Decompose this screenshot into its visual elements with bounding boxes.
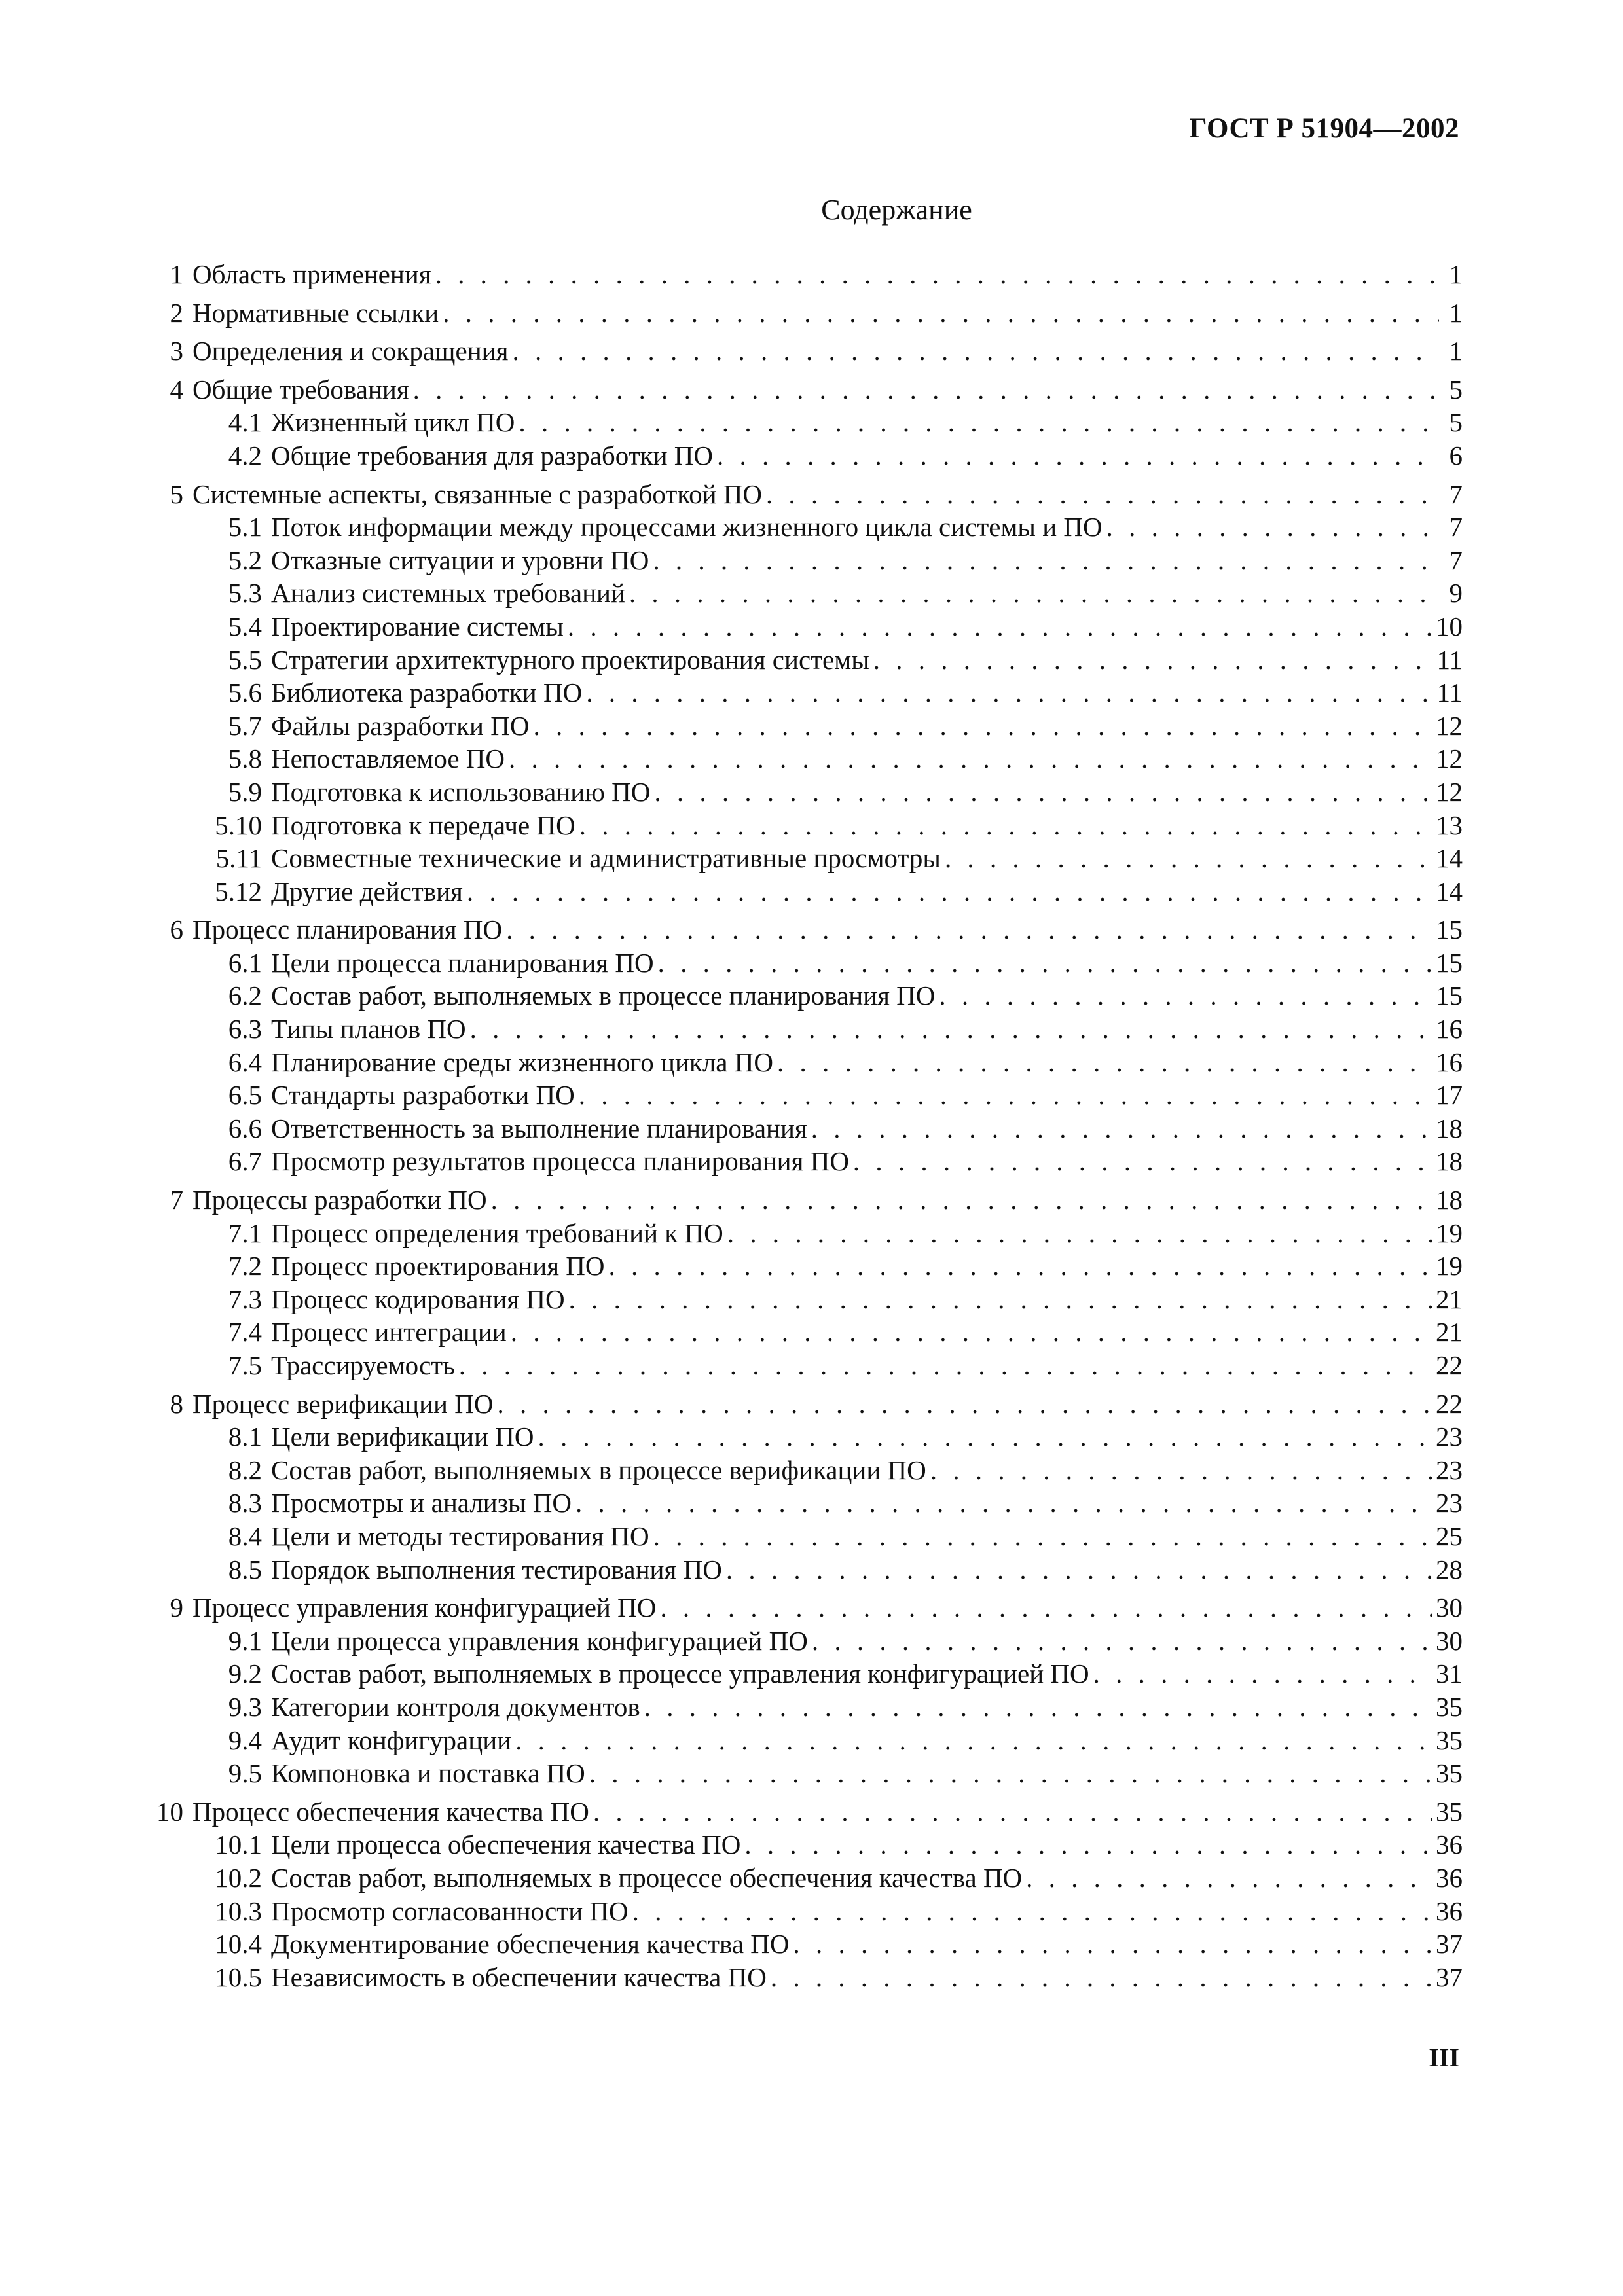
page-number: III [1429, 2043, 1459, 2072]
toc-subsection-row[interactable] [144, 876, 1463, 909]
toc-entry-page: 17 [1436, 1080, 1463, 1111]
toc-subsection-row[interactable] [144, 1047, 1463, 1080]
toc-entry-page: 31 [1436, 1659, 1463, 1689]
toc-subsection-row[interactable] [144, 611, 1463, 644]
toc-entry-number: 10.1 [215, 1829, 262, 1860]
toc-entry-page: 23 [1436, 1488, 1463, 1518]
toc-entry-title: Цели процесса управления конфигурацией ПО [271, 1625, 808, 1656]
toc-entry-title: Процессы разработки ПО [192, 1185, 487, 1215]
toc-entry-page: 23 [1436, 1422, 1463, 1452]
toc-entry-title: Аудит конфигурации [271, 1725, 512, 1755]
toc-entry-title: Процесс определения требований к ПО [271, 1217, 723, 1248]
toc-dot-leader [853, 1145, 1432, 1177]
toc-subsection-row[interactable] [144, 545, 1463, 578]
toc-subsection-row[interactable] [144, 1895, 1463, 1929]
toc-entry-title: Состав работ, выполняемых в процессе планирования ПО [271, 980, 936, 1011]
toc-entry-number: 8.2 [228, 1454, 262, 1485]
toc-entry-page: 35 [1436, 1725, 1463, 1755]
toc-dot-leader [533, 710, 1432, 742]
toc-entry-number: 10.4 [215, 1929, 262, 1960]
toc-entry-number: 6.1 [228, 947, 262, 978]
toc-subsection-row[interactable] [144, 947, 1463, 980]
toc-entry-number: 4.2 [228, 440, 262, 471]
toc-subsection-row[interactable] [144, 1454, 1463, 1488]
toc-entry-page: 23 [1436, 1454, 1463, 1485]
toc-dot-leader [593, 1796, 1432, 1827]
toc-entry-page: 25 [1436, 1520, 1463, 1551]
toc-subsection-row[interactable] [144, 810, 1463, 843]
toc-entry-title: Общие требования [192, 374, 409, 404]
toc-entry-number: 10.3 [215, 1895, 262, 1926]
toc-dot-leader [1026, 1862, 1432, 1893]
toc-entry-number: 6.5 [228, 1080, 262, 1111]
toc-dot-leader [726, 1554, 1432, 1585]
toc-entry-number: 10 [156, 1796, 183, 1827]
toc-subsection-row[interactable] [144, 1962, 1463, 1995]
toc-entry-number: 8.4 [228, 1520, 262, 1551]
toc-entry-title: Отказные ситуации и уровни ПО [271, 545, 649, 575]
toc-entry-title: Стратегии архитектурного проектирования системы [271, 644, 869, 675]
toc-entry-number: 10.5 [215, 1962, 262, 1992]
toc-subsection-row[interactable] [144, 1928, 1463, 1962]
toc-entry-page: 18 [1436, 1113, 1463, 1143]
toc-dot-leader [511, 1316, 1432, 1348]
toc-entry-title: Ответственность за выполнение планирования [271, 1113, 807, 1143]
toc-entry-number: 3 [170, 336, 183, 367]
toc-entry-page: 36 [1436, 1895, 1463, 1926]
toc-dot-leader [717, 440, 1439, 471]
toc-entry-title: Просмотры и анализы ПО [271, 1488, 572, 1518]
toc-entry-title: Категории контроля документов [271, 1691, 640, 1722]
toc-dot-leader [506, 914, 1432, 945]
toc-subsection-row[interactable] [144, 1520, 1463, 1554]
toc-entry-title: Состав работ, выполняемых в процессе обеспечения качества ПО [271, 1862, 1023, 1893]
toc-entry-number: 5.11 [215, 843, 262, 874]
toc-entry-page: 21 [1436, 1317, 1463, 1348]
toc-entry-page: 37 [1436, 1929, 1463, 1960]
toc-entry-page: 30 [1436, 1592, 1463, 1623]
toc-subsection-row[interactable] [144, 776, 1463, 810]
toc-entry-page: 14 [1436, 876, 1463, 906]
document-header: ГОСТ Р 51904—2002 [1189, 113, 1459, 144]
toc-subsection-row[interactable] [144, 1283, 1463, 1317]
toc-entry-page: 14 [1436, 843, 1463, 874]
toc-entry-number: 5.6 [228, 677, 262, 708]
toc-dot-leader [470, 1013, 1432, 1045]
toc-entry-page: 10 [1436, 611, 1463, 641]
toc-entry-page: 28 [1436, 1554, 1463, 1585]
toc-dot-leader [945, 842, 1432, 874]
toc-dot-leader [413, 374, 1439, 405]
toc-subsection-row[interactable] [144, 1829, 1463, 1862]
toc-entry-page: 19 [1436, 1251, 1463, 1282]
toc-entry-number: 5.9 [228, 776, 262, 807]
toc-entry-number: 6.7 [228, 1146, 262, 1177]
toc-entry-number: 8 [170, 1388, 183, 1419]
toc-dot-leader [443, 297, 1439, 329]
toc-entry-title: Документирование обеспечения качества ПО [271, 1929, 790, 1960]
toc-entry-page: 1 [1449, 297, 1463, 328]
toc-subsection-row[interactable] [144, 1862, 1463, 1895]
toc-section-row[interactable] [144, 335, 1463, 368]
toc-entry-page: 18 [1436, 1185, 1463, 1215]
toc-entry-number: 6 [170, 914, 183, 945]
toc-entry-page: 35 [1436, 1691, 1463, 1722]
toc-entry-title: Просмотр результатов процесса планирования ПО [271, 1146, 849, 1177]
toc-entry-number: 4.1 [228, 407, 262, 438]
toc-entry-number: 9 [170, 1592, 183, 1623]
toc-section-row[interactable] [144, 1592, 1463, 1625]
toc-entry-page: 12 [1436, 710, 1463, 741]
toc-entry-title: Трассируемость [271, 1350, 455, 1380]
toc-entry-number: 8.5 [228, 1554, 262, 1585]
toc-dot-leader [930, 1454, 1432, 1486]
toc-entry-number: 5.1 [228, 512, 262, 543]
toc-subsection-row[interactable] [144, 1554, 1463, 1587]
toc-entry-page: 16 [1436, 1047, 1463, 1077]
toc-entry-page: 7 [1449, 478, 1463, 509]
toc-subsection-row[interactable] [144, 440, 1463, 473]
toc-entry-title: Жизненный цикл ПО [271, 407, 515, 438]
toc-section-row[interactable] [144, 1184, 1463, 1217]
toc-entry-number: 9.4 [228, 1725, 262, 1755]
toc-entry-number: 7.3 [228, 1283, 262, 1314]
toc-entry-number: 9.2 [228, 1659, 262, 1689]
toc-entry-page: 19 [1436, 1217, 1463, 1248]
toc-entry-title: Типы планов ПО [271, 1014, 466, 1045]
toc-dot-leader [939, 980, 1432, 1011]
toc-dot-leader [744, 1829, 1432, 1860]
toc-dot-leader [509, 743, 1432, 774]
toc-entry-title: Процесс кодирования ПО [271, 1283, 565, 1314]
toc-entry-title: Процесс верификации ПО [192, 1388, 494, 1419]
toc-entry-page: 11 [1436, 644, 1463, 675]
toc-section-row[interactable] [144, 478, 1463, 512]
toc-entry-page: 30 [1436, 1625, 1463, 1656]
toc-subsection-row[interactable] [144, 1487, 1463, 1520]
toc-entry-title: Цели процесса обеспечения качества ПО [271, 1829, 741, 1860]
toc-entry-title: Поток информации между процессами жизненного цикла системы и ПО [271, 512, 1103, 543]
toc-dot-leader [579, 810, 1432, 841]
toc-subsection-row[interactable] [144, 644, 1463, 677]
toc-entry-number: 10.2 [215, 1862, 262, 1893]
toc-entry-page: 37 [1436, 1962, 1463, 1992]
toc-subsection-row[interactable] [144, 743, 1463, 776]
toc-dot-leader [644, 1691, 1432, 1723]
toc-entry-title: Стандарты разработки ПО [271, 1080, 575, 1111]
toc-entry-title: Порядок выполнения тестирования ПО [271, 1554, 722, 1585]
toc-subsection-row[interactable] [144, 1217, 1463, 1251]
toc-entry-number: 5.3 [228, 578, 262, 609]
toc-entry-number: 5.10 [215, 810, 262, 840]
toc-entry-title: Состав работ, выполняемых в процессе управления конфигурацией ПО [271, 1659, 1089, 1689]
toc-subsection-row[interactable] [144, 1725, 1463, 1758]
toc-entry-number: 1 [170, 259, 183, 289]
toc-entry-number: 9.3 [228, 1691, 262, 1722]
toc-dot-leader [632, 1895, 1432, 1927]
toc-entry-title: Планирование среды жизненного цикла ПО [271, 1047, 773, 1077]
toc-dot-leader [777, 1047, 1432, 1078]
toc-entry-page: 21 [1436, 1283, 1463, 1314]
toc-dot-leader [629, 577, 1439, 609]
toc-dot-leader [609, 1250, 1432, 1282]
toc-entry-number: 5 [170, 478, 183, 509]
toc-dot-leader [727, 1217, 1432, 1249]
toc-entry-title: Другие действия [271, 876, 463, 906]
toc-dot-leader [459, 1350, 1432, 1381]
toc-subsection-row[interactable] [144, 842, 1463, 876]
toc-entry-page: 5 [1449, 407, 1463, 438]
toc-subsection-row[interactable] [144, 406, 1463, 440]
toc-entry-number: 4 [170, 374, 183, 404]
toc-entry-title: Процесс проектирования ПО [271, 1251, 605, 1282]
toc-section-row[interactable] [144, 297, 1463, 331]
toc-dot-leader [660, 1592, 1432, 1623]
toc-entry-number: 7.5 [228, 1350, 262, 1380]
toc-entry-title: Библиотека разработки ПО [271, 677, 583, 708]
toc-dot-leader [653, 545, 1439, 576]
toc-subsection-row[interactable] [144, 1658, 1463, 1691]
toc-dot-leader [519, 406, 1439, 438]
toc-subsection-row[interactable] [144, 710, 1463, 744]
toc-entry-page: 36 [1436, 1829, 1463, 1860]
toc-entry-page: 22 [1436, 1388, 1463, 1419]
toc-entry-number: 9.5 [228, 1758, 262, 1789]
toc-section-row[interactable] [144, 1796, 1463, 1829]
toc-entry-title: Процесс интеграции [271, 1317, 507, 1348]
toc-dot-leader [515, 1725, 1432, 1756]
toc-entry-title: Анализ системных требований [271, 578, 625, 609]
toc-entry-page: 7 [1449, 545, 1463, 575]
toc-entry-number: 5.8 [228, 744, 262, 774]
toc-subsection-row[interactable] [144, 1145, 1463, 1179]
toc-entry-number: 7.4 [228, 1317, 262, 1348]
toc-entry-page: 35 [1436, 1758, 1463, 1789]
toc-entry-title: Нормативные ссылки [192, 297, 439, 328]
toc-subsection-row[interactable] [144, 1316, 1463, 1350]
toc-dot-leader [586, 677, 1432, 708]
toc-dot-leader [569, 1283, 1432, 1315]
toc-entry-title: Проектирование системы [271, 611, 564, 641]
toc-entry-title: Просмотр согласованности ПО [271, 1895, 629, 1926]
toc-entry-title: Процесс обеспечения качества ПО [192, 1796, 589, 1827]
toc-subsection-row[interactable] [144, 1250, 1463, 1283]
toc-entry-page: 36 [1436, 1862, 1463, 1893]
toc-entry-title: Область применения [192, 259, 431, 289]
toc-entry-title: Компоновка и поставка ПО [271, 1758, 585, 1789]
toc-entry-page: 1 [1449, 259, 1463, 289]
toc-entry-title: Состав работ, выполняемых в процессе верификации ПО [271, 1454, 926, 1485]
toc-subsection-row[interactable] [144, 1013, 1463, 1047]
toc-entry-page: 12 [1436, 776, 1463, 807]
toc-entry-number: 5.12 [215, 876, 262, 906]
toc-section-row[interactable] [144, 259, 1463, 292]
toc-entry-number: 8.1 [228, 1422, 262, 1452]
toc-subsection-row[interactable] [144, 677, 1463, 710]
toc-entry-number: 5.5 [228, 644, 262, 675]
toc-entry-number: 5.7 [228, 710, 262, 741]
toc-entry-page: 16 [1436, 1014, 1463, 1045]
toc-entry-number: 6.6 [228, 1113, 262, 1143]
toc-entry-title: Общие требования для разработки ПО [271, 440, 713, 471]
toc-entry-title: Процесс управления конфигурацией ПО [192, 1592, 657, 1623]
toc-entry-title: Цели процесса планирования ПО [271, 947, 654, 978]
toc-entry-page: 15 [1436, 980, 1463, 1011]
toc-entry-number: 5.2 [228, 545, 262, 575]
toc-entry-number: 5.4 [228, 611, 262, 641]
toc-dot-leader [1093, 1658, 1432, 1689]
toc-entry-page: 13 [1436, 810, 1463, 840]
table-of-contents [144, 259, 1463, 1994]
toc-dot-leader [793, 1928, 1432, 1960]
toc-dot-leader [654, 776, 1432, 808]
toc-dot-leader [568, 611, 1432, 642]
toc-entry-page: 12 [1436, 744, 1463, 774]
toc-title: Содержание [821, 194, 972, 226]
toc-subsection-row[interactable] [144, 1350, 1463, 1383]
toc-dot-leader [435, 259, 1439, 290]
toc-dot-leader [873, 644, 1433, 675]
toc-dot-leader [771, 1962, 1432, 1993]
toc-entry-number: 2 [170, 297, 183, 328]
toc-subsection-row[interactable] [144, 511, 1463, 545]
toc-entry-page: 7 [1449, 512, 1463, 543]
toc-entry-title: Совместные технические и административные просмотры [271, 843, 941, 874]
toc-dot-leader [811, 1113, 1432, 1144]
toc-dot-leader [575, 1487, 1432, 1518]
toc-entry-title: Файлы разработки ПО [271, 710, 530, 741]
toc-dot-leader [812, 1625, 1432, 1657]
toc-entry-number: 9.1 [228, 1625, 262, 1656]
toc-entry-title: Подготовка к передаче ПО [271, 810, 575, 840]
toc-subsection-row[interactable] [144, 1691, 1463, 1725]
toc-entry-number: 6.3 [228, 1014, 262, 1045]
toc-entry-page: 1 [1449, 336, 1463, 367]
toc-entry-title: Независимость в обеспечении качества ПО [271, 1962, 767, 1992]
toc-section-row[interactable] [144, 374, 1463, 407]
toc-dot-leader [467, 876, 1432, 907]
toc-subsection-row[interactable] [144, 1421, 1463, 1454]
toc-entry-title: Цели верификации ПО [271, 1422, 534, 1452]
toc-entry-number: 7 [170, 1185, 183, 1215]
toc-section-row[interactable] [144, 1388, 1463, 1422]
toc-dot-leader [579, 1079, 1432, 1111]
toc-subsection-row[interactable] [144, 577, 1463, 611]
toc-entry-title: Непоставляемое ПО [271, 744, 505, 774]
toc-entry-title: Подготовка к использованию ПО [271, 776, 651, 807]
toc-entry-page: 18 [1436, 1146, 1463, 1177]
toc-dot-leader [491, 1184, 1432, 1215]
toc-subsection-row[interactable] [144, 1113, 1463, 1146]
toc-dot-leader [538, 1421, 1432, 1452]
toc-entry-number: 6.4 [228, 1047, 262, 1077]
toc-entry-page: 22 [1436, 1350, 1463, 1380]
toc-dot-leader [589, 1757, 1432, 1789]
toc-entry-page: 15 [1436, 947, 1463, 978]
toc-dot-leader [512, 335, 1439, 367]
toc-subsection-row[interactable] [144, 1079, 1463, 1113]
toc-entry-page: 15 [1436, 914, 1463, 945]
toc-entry-number: 8.3 [228, 1488, 262, 1518]
toc-subsection-row[interactable] [144, 980, 1463, 1013]
toc-entry-page: 11 [1436, 677, 1463, 708]
toc-entry-number: 6.2 [228, 980, 262, 1011]
toc-entry-number: 7.2 [228, 1251, 262, 1282]
toc-entry-title: Системные аспекты, связанные с разработкой ПО [192, 478, 763, 509]
toc-subsection-row[interactable] [144, 1757, 1463, 1791]
toc-entry-number: 7.1 [228, 1217, 262, 1248]
toc-entry-title: Цели и методы тестирования ПО [271, 1520, 649, 1551]
toc-entry-page: 9 [1449, 578, 1463, 609]
toc-section-row[interactable] [144, 914, 1463, 947]
toc-dot-leader [1106, 511, 1439, 543]
toc-dot-leader [653, 1520, 1432, 1552]
toc-dot-leader [766, 478, 1439, 510]
toc-dot-leader [497, 1388, 1432, 1420]
toc-dot-leader [658, 947, 1432, 978]
toc-entry-page: 5 [1449, 374, 1463, 404]
toc-entry-title: Определения и сокращения [192, 336, 509, 367]
toc-entry-page: 6 [1449, 440, 1463, 471]
toc-entry-title: Процесс планирования ПО [192, 914, 503, 945]
toc-entry-page: 35 [1436, 1796, 1463, 1827]
toc-subsection-row[interactable] [144, 1625, 1463, 1659]
